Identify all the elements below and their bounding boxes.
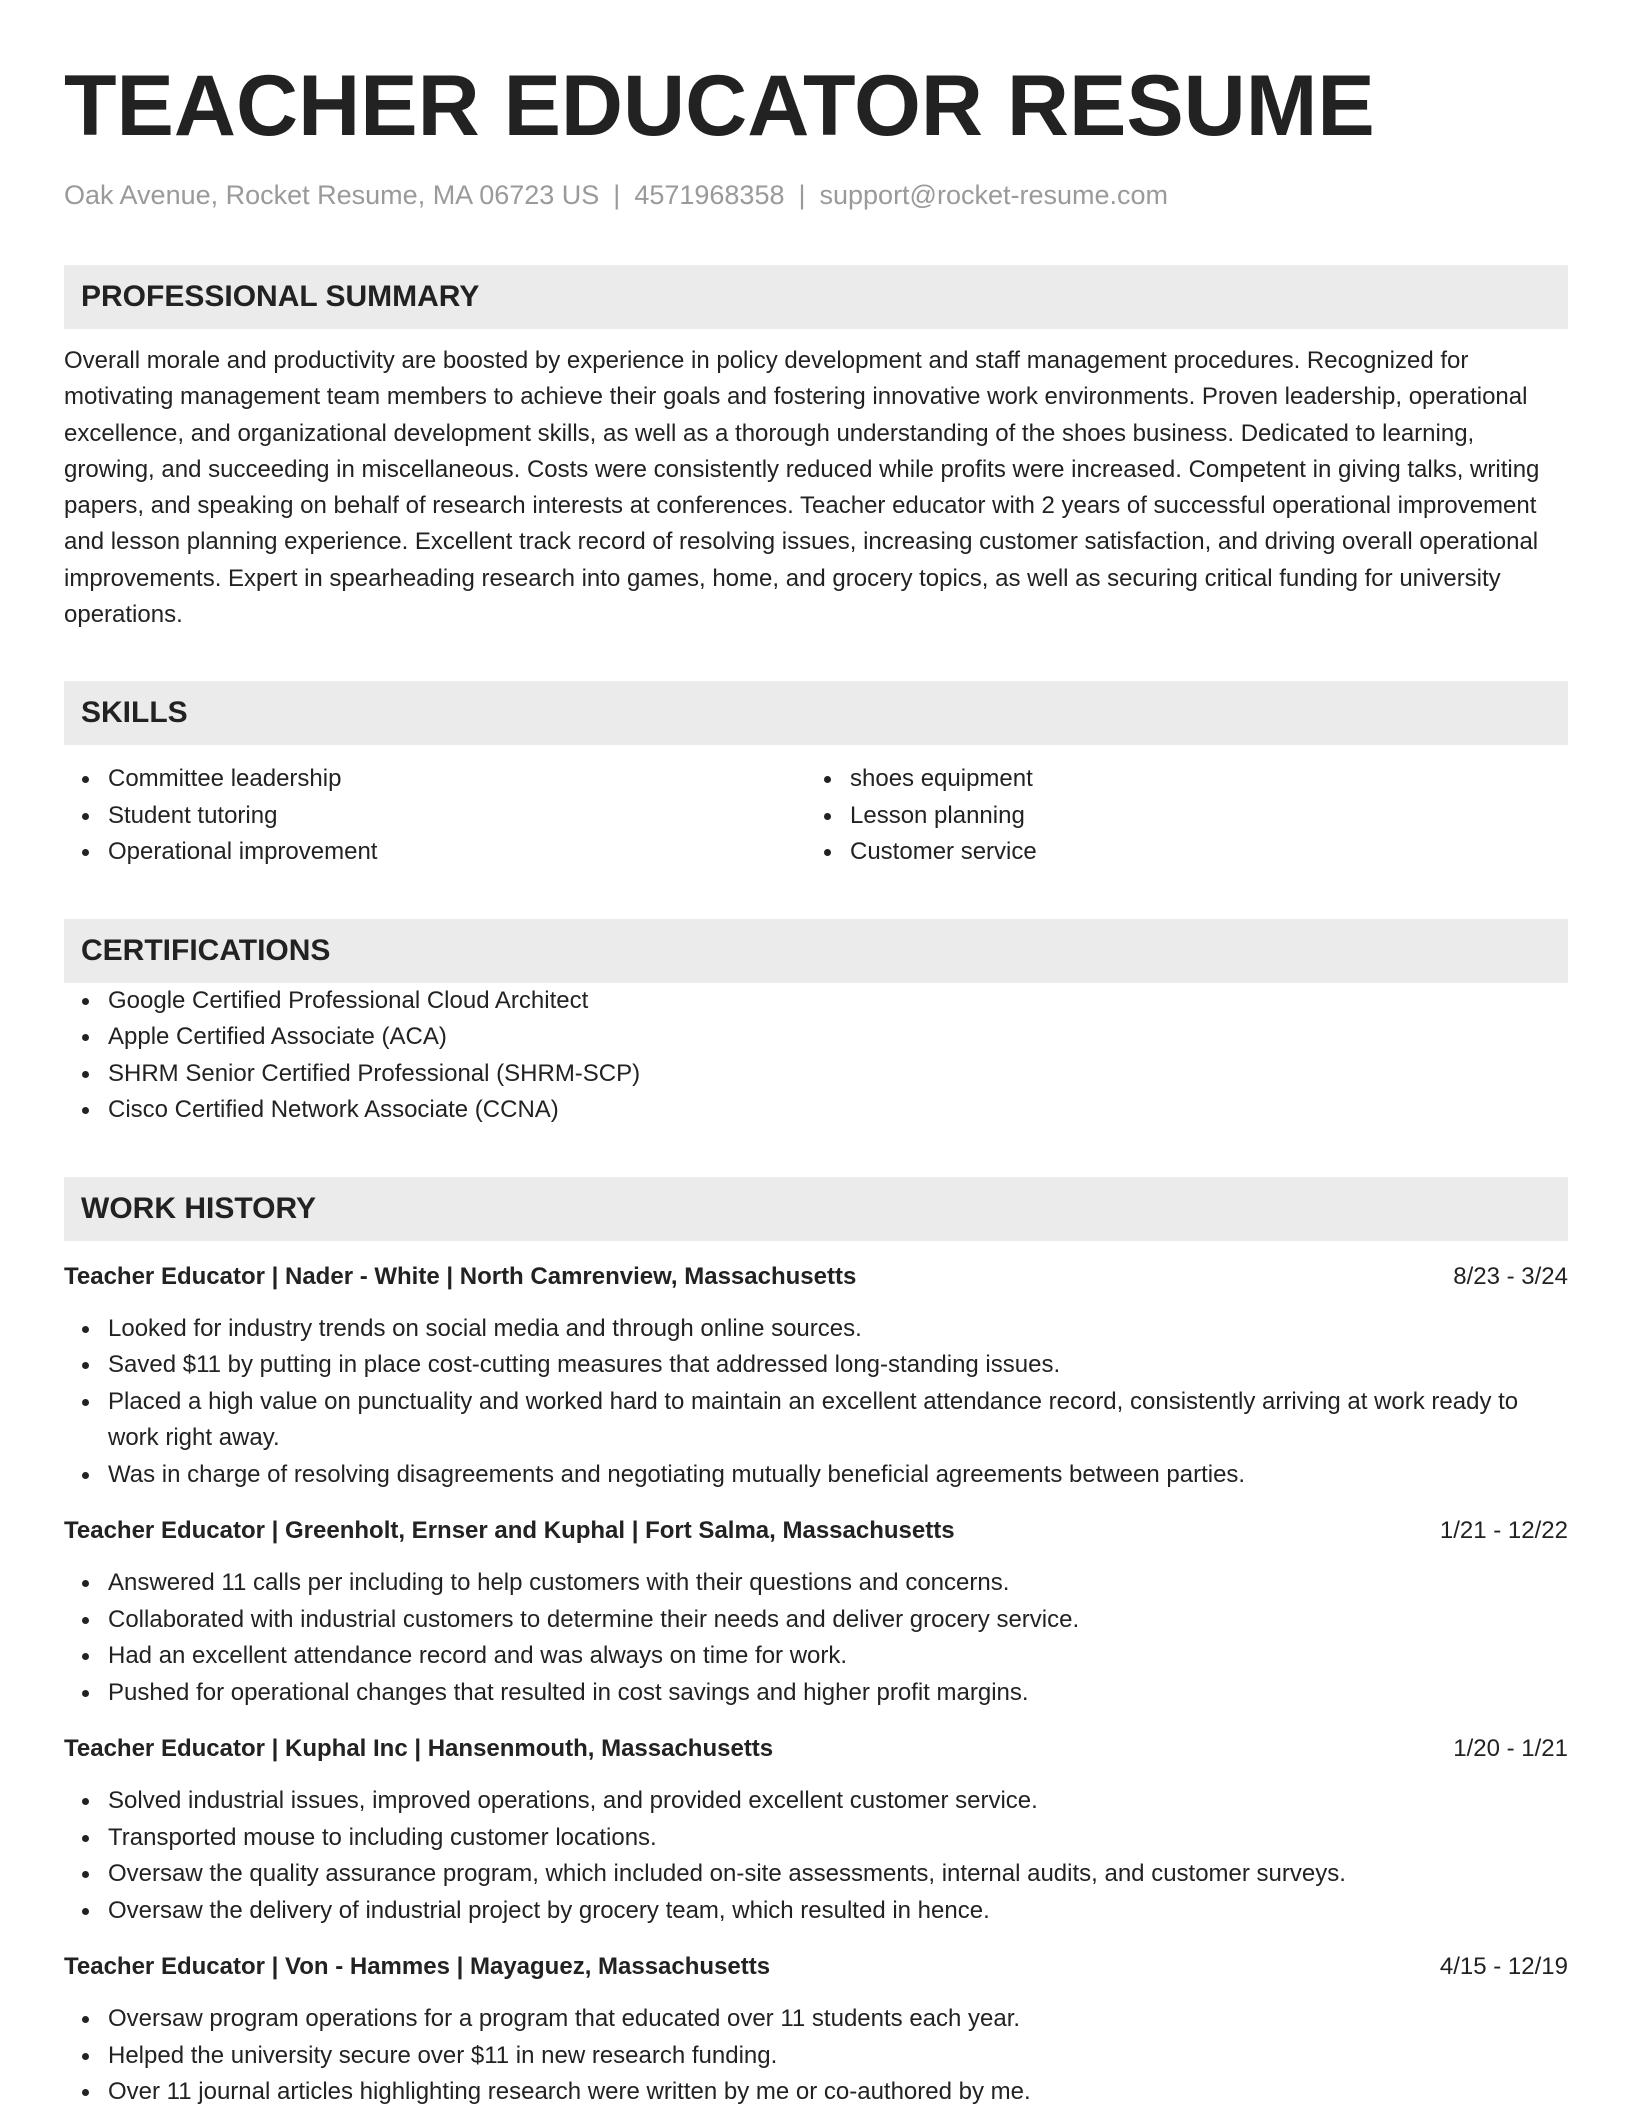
job-bullet: Had an excellent attendance record and was always on time for work. (64, 1638, 1568, 1675)
section-heading-work-history: WORK HISTORY (64, 1177, 1568, 1241)
section-heading-summary: PROFESSIONAL SUMMARY (64, 265, 1568, 329)
job-bullet: Oversaw the quality assurance program, which included on-site assessments, internal audits, and customer surveys. (64, 1856, 1568, 1893)
job-bullet: Oversaw program operations for a program that educated over 11 students each year. (64, 2001, 1568, 2038)
job-bullet: Solved industrial issues, improved operations, and provided excellent customer service. (64, 1783, 1568, 1820)
job-entry (64, 1259, 1568, 1494)
job-title: Teacher Educator | Von - Hammes | Mayaguez, Massachusetts (64, 1953, 771, 1981)
job-bullet: Pushed for operational changes that resulted in cost savings and higher profit margins. (64, 1675, 1568, 1712)
job-bullet: Saved $11 by putting in place cost-cutting measures that addressed long-standing issues. (64, 1347, 1568, 1384)
job-bullets (64, 1783, 1568, 1929)
job-header (64, 1513, 1568, 1549)
job-entry (64, 1731, 1568, 1929)
job-bullet: Helped the university secure over $11 in new research funding. (64, 2038, 1568, 2075)
contact-phone: 4571968358 (634, 180, 785, 210)
job-entry (64, 1949, 1568, 2111)
job-bullet: Oversaw the delivery of industrial project by grocery team, which resulted in hence. (64, 1893, 1568, 1930)
job-bullet: Placed a high value on punctuality and worked hard to maintain an excellent attendance record, consistently arriving at work ready to work right away. (64, 1384, 1568, 1457)
job-dates: 1/20 - 1/21 (1453, 1735, 1568, 1763)
contact-email: support@rocket-resume.com (819, 180, 1169, 210)
contact-address: Oak Avenue, Rocket Resume, MA 06723 US (64, 180, 600, 210)
skill-item: Operational improvement (64, 834, 806, 871)
skill-item: Committee leadership (64, 761, 806, 798)
job-entry (64, 1513, 1568, 1711)
job-dates: 4/15 - 12/19 (1439, 1953, 1568, 1981)
certification-item: Apple Certified Associate (ACA) (64, 1019, 1568, 1056)
contact-separator: | (798, 180, 806, 210)
job-dates: 1/21 - 12/22 (1439, 1517, 1568, 1545)
skill-item: Student tutoring (64, 798, 806, 835)
skill-item: Customer service (806, 834, 1548, 871)
job-title: Teacher Educator | Kuphal Inc | Hansenmouth, Massachusetts (64, 1735, 774, 1763)
skills-column-right (806, 761, 1548, 871)
job-bullet: Over 11 journal articles highlighting research were written by me or co-authored by me. (64, 2074, 1568, 2111)
job-bullets (64, 1565, 1568, 1711)
resume-page (64, 0, 1568, 2111)
contact-line (64, 178, 1568, 212)
job-title: Teacher Educator | Greenholt, Ernser and Kuphal | Fort Salma, Massachusetts (64, 1517, 955, 1545)
certifications-list (64, 983, 1568, 1129)
section-heading-skills: SKILLS (64, 681, 1568, 745)
section-heading-certifications: CERTIFICATIONS (64, 919, 1568, 983)
skills-column-left (64, 761, 806, 871)
job-bullet: Transported mouse to including customer locations. (64, 1820, 1568, 1857)
job-bullet: Was in charge of resolving disagreements and negotiating mutually beneficial agreements between parties. (64, 1457, 1568, 1494)
skills-list (64, 761, 1568, 871)
job-title: Teacher Educator | Nader - White | North Camrenview, Massachusetts (64, 1262, 857, 1290)
resume-title: TEACHER EDUCATOR RESUME (64, 58, 1375, 154)
job-bullets (64, 2001, 1568, 2111)
job-bullet: Answered 11 calls per including to help customers with their questions and concerns. (64, 1565, 1568, 1602)
job-header (64, 1949, 1568, 1985)
summary-text: Overall morale and productivity are boosted by experience in policy development and staff management procedures. Recognized for motivating management team members to achieve their goals and fostering innovative work environments. Proven leadership, operational excellence, and organizational development skills, as well as a thorough understanding of the shoes business. Dedicated to learning, growing, and succeeding in miscellaneous. Costs were consistently reduced while profits were increased. Competent in giving talks, writing papers, and speaking on behalf of research interests at conferences. Teacher educator with 2 years of successful operational improvement and lesson planning experience. Excellent track record of resolving issues, increasing customer satisfaction, and driving overall operational improvements. Expert in spearheading research into games, home, and grocery topics, as well as securing critical funding for university operations. (64, 347, 1540, 629)
contact-separator: | (613, 180, 621, 210)
skill-item: Lesson planning (806, 798, 1548, 835)
job-header (64, 1731, 1568, 1767)
skill-item: shoes equipment (806, 761, 1548, 798)
certification-item: Cisco Certified Network Associate (CCNA) (64, 1092, 1568, 1129)
job-bullets (64, 1311, 1568, 1494)
job-bullet: Looked for industry trends on social media and through online sources. (64, 1311, 1568, 1348)
job-dates: 8/23 - 3/24 (1453, 1262, 1568, 1290)
job-bullet: Collaborated with industrial customers to determine their needs and deliver grocery service. (64, 1602, 1568, 1639)
job-header (64, 1259, 1568, 1295)
certification-item: SHRM Senior Certified Professional (SHRM-SCP) (64, 1056, 1568, 1093)
certification-item: Google Certified Professional Cloud Architect (64, 983, 1568, 1020)
